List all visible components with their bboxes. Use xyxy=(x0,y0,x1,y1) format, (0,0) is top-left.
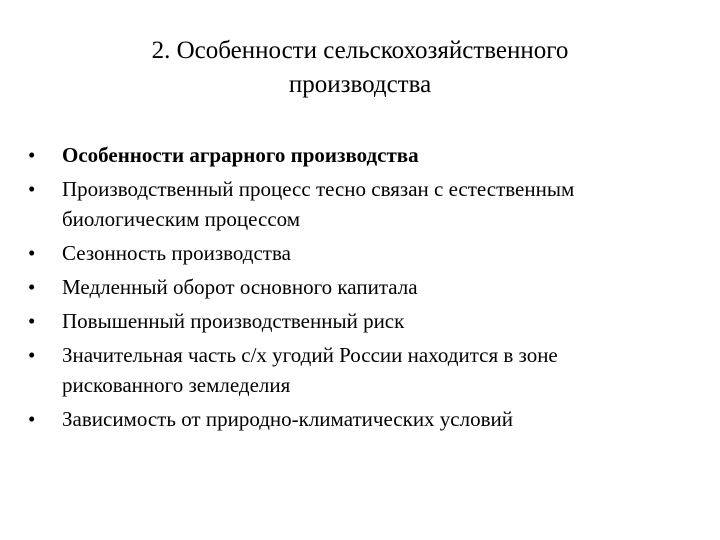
bullet-text-line: Повышенный производственный риск xyxy=(62,309,405,333)
bullet-text-line: Производственный процесс тесно связан с естественным xyxy=(62,177,575,201)
bullet-text-line: Сезонность производства xyxy=(62,241,291,265)
bullet-icon: • xyxy=(28,241,36,265)
bullet-text xyxy=(62,140,698,170)
bullet-text-line: биологическим процессом xyxy=(62,207,301,231)
slide-title-line-2: производства xyxy=(288,71,432,98)
bullet-text xyxy=(62,340,698,400)
slide-title xyxy=(90,34,630,102)
bullet-text xyxy=(62,306,698,336)
bullet-text-line: Особенности аграрного производства xyxy=(62,143,419,167)
bullet-item xyxy=(28,306,698,336)
bullet-text-line: Значительная часть с/х угодий России находится в зоне xyxy=(62,343,558,367)
bullet-text xyxy=(62,174,698,234)
bullet-icon: • xyxy=(28,343,36,367)
bullet-text xyxy=(62,238,698,268)
bullet-item xyxy=(28,174,698,234)
bullet-text-line: Зависимость от природно-климатических условий xyxy=(62,407,513,431)
bullet-icon: • xyxy=(28,309,36,333)
bullet-text-line: рискованного земледелия xyxy=(62,373,291,397)
bullet-icon: • xyxy=(28,275,36,299)
bullet-item xyxy=(28,404,698,434)
bullet-text xyxy=(62,272,698,302)
bullet-text-line: Медленный оборот основного капитала xyxy=(62,275,418,299)
slide-title-line-1: 2. Особенности сельскохозяйственного xyxy=(151,37,569,64)
bullet-text xyxy=(62,404,698,434)
bullet-item xyxy=(28,340,698,400)
bullet-list xyxy=(28,140,698,438)
bullet-item xyxy=(28,238,698,268)
bullet-icon: • xyxy=(28,407,36,431)
bullet-icon: • xyxy=(28,177,36,201)
bullet-icon: • xyxy=(28,143,36,167)
bullet-item xyxy=(28,272,698,302)
bullet-item xyxy=(28,140,698,170)
